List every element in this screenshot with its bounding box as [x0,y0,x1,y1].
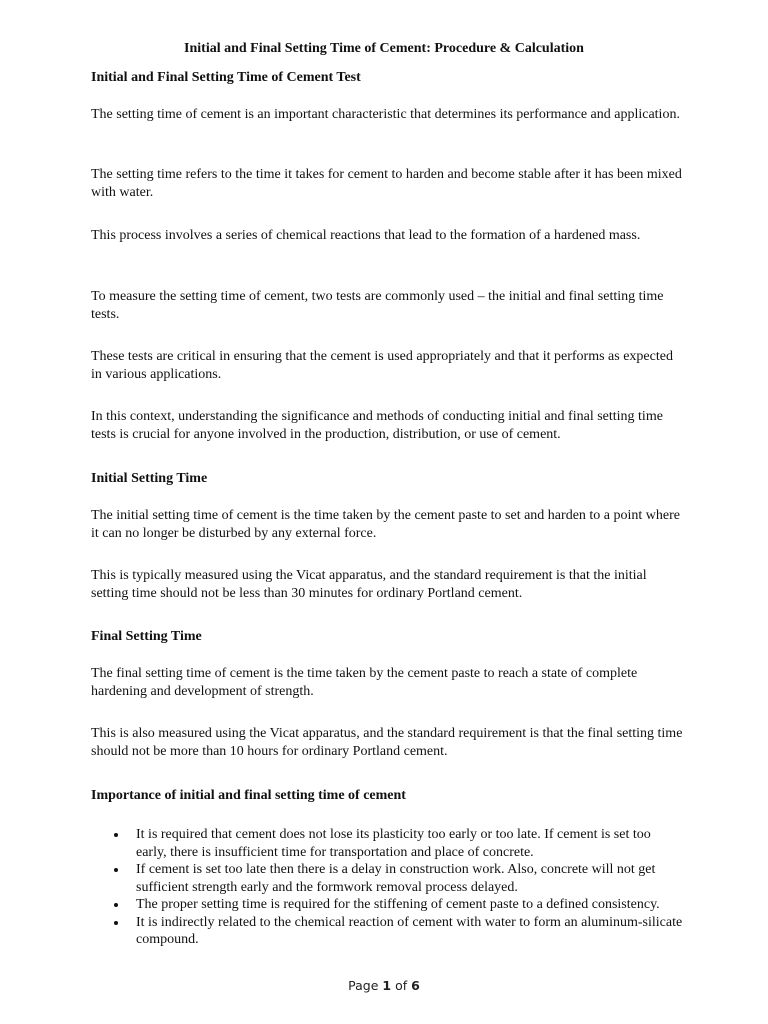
final-setting-heading: Final Setting Time [91,629,202,644]
paragraph: The setting time of cement is an important characteristic that determines its performance and application. [91,107,680,122]
bullet-icon [114,868,118,872]
document-title: Initial and Final Setting Time of Cement: Procedure & Calculation [184,41,584,56]
current-page-number: 1 [382,978,392,993]
paragraph: The final setting time of cement is the time taken by the cement paste to reach a state of complete hardening and development of strength. [91,666,638,699]
page-of-label: of [391,978,412,993]
paragraph: The initial setting time of cement is the time taken by the cement paste to set and harden to a point where it can no longer be disturbed by any external force. [91,508,680,541]
importance-heading: Importance of initial and final setting time of cement [91,788,406,803]
page-number-footer [0,978,768,994]
paragraph: This is typically measured using the Vicat apparatus, and the standard requirement is that the initial setting time should not be less than 30 minutes for ordinary Portland cement. [91,568,647,601]
importance-bullet-list [91,826,683,949]
initial-setting-heading: Initial Setting Time [91,471,208,486]
list-item-text: It is required that cement does not lose its plasticity too early or too late. If cement is set too early, there is insufficient time for transportation and place of concrete. [136,827,651,860]
bullet-icon [114,903,118,907]
paragraph: In this context, understanding the significance and methods of conducting initial and final setting time tests is crucial for anyone involved in the production, distribution, or use of cement. [91,409,663,442]
list-item [91,896,683,914]
paragraph: To measure the setting time of cement, two tests are commonly used – the initial and final setting time tests. [91,289,664,322]
total-page-count: 6 [411,978,420,993]
section-heading: Initial and Final Setting Time of Cement Test [91,70,361,85]
list-item [91,861,683,896]
paragraph: This is also measured using the Vicat apparatus, and the standard requirement is that the final setting time should not be more than 10 hours for ordinary Portland cement. [91,726,683,759]
page-label: Page [348,978,383,993]
list-item-text: If cement is set too late then there is a delay in construction work. Also, concrete will not get sufficient strength early and the formwork removal process delayed. [136,862,656,895]
paragraph: This process involves a series of chemical reactions that lead to the formation of a hardened mass. [91,228,641,243]
list-item-text: It is indirectly related to the chemical reaction of cement with water to form an aluminum-silicate compound. [136,914,683,947]
bullet-icon [114,921,118,925]
list-item [91,826,683,861]
paragraph: These tests are critical in ensuring that the cement is used appropriately and that it performs as expected in various applications. [91,349,673,382]
bullet-icon [114,833,118,837]
paragraph: The setting time refers to the time it takes for cement to harden and become stable after it has been mixed with water. [91,167,682,200]
list-item-text: The proper setting time is required for the stiffening of cement paste to a defined consistency. [136,897,660,912]
list-item [91,914,683,949]
